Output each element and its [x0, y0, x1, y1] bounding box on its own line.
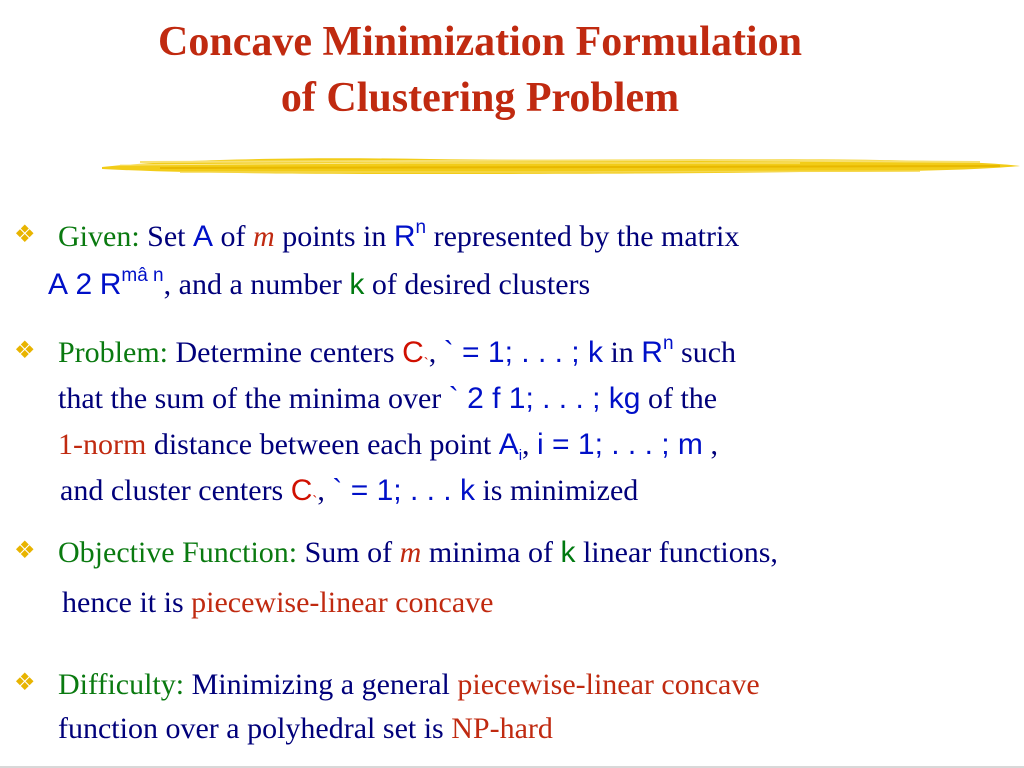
problem-label: Problem:	[58, 336, 168, 369]
bullet-icon: ❖	[14, 222, 36, 248]
objective-line-1: Objective Function: Sum of m minima of k linear functions,	[58, 536, 778, 569]
objective-label: Objective Function:	[58, 536, 298, 569]
objective-line-2: hence it is piecewise-linear concave	[62, 586, 494, 619]
problem-line-4: and cluster centers $C_`$, ` = 1; . . . k is minimized	[60, 474, 639, 510]
title-line-2: of Clustering Problem	[280, 75, 680, 121]
bullet-icon: ❖	[14, 538, 36, 564]
given-line-1: Given: Set A of m points in $R^n$ represented by the matrix	[58, 217, 740, 253]
problem-line-2: that the sum of the minima over ` 2 f 1; . . . ; kg of the	[58, 382, 718, 415]
yellow-brush-stroke	[100, 150, 1024, 184]
given-label: Given:	[58, 220, 140, 253]
bullet-icon: ❖	[14, 338, 36, 364]
given-line-2: A 2 $R^{mâ n}$, and a number k of desired clusters	[48, 265, 591, 301]
problem-line-1: Problem: Determine centers $C_`$, ` = 1; . . . ; k in $R^n$ such	[58, 333, 737, 372]
difficulty-line-1: Difficulty: Minimizing a general piecewise-linear concave	[58, 668, 760, 701]
problem-line-3: 1-norm distance between each point $A_i$, i = 1; . . . ; m ,	[58, 428, 718, 464]
bullet-icon: ❖	[14, 670, 36, 696]
title-line-1: Concave Minimization Formulation	[158, 19, 802, 65]
difficulty-line-2: function over a polyhedral set is NP-hard	[58, 712, 553, 745]
difficulty-label: Difficulty:	[58, 668, 185, 701]
slide-title	[0, 14, 960, 126]
